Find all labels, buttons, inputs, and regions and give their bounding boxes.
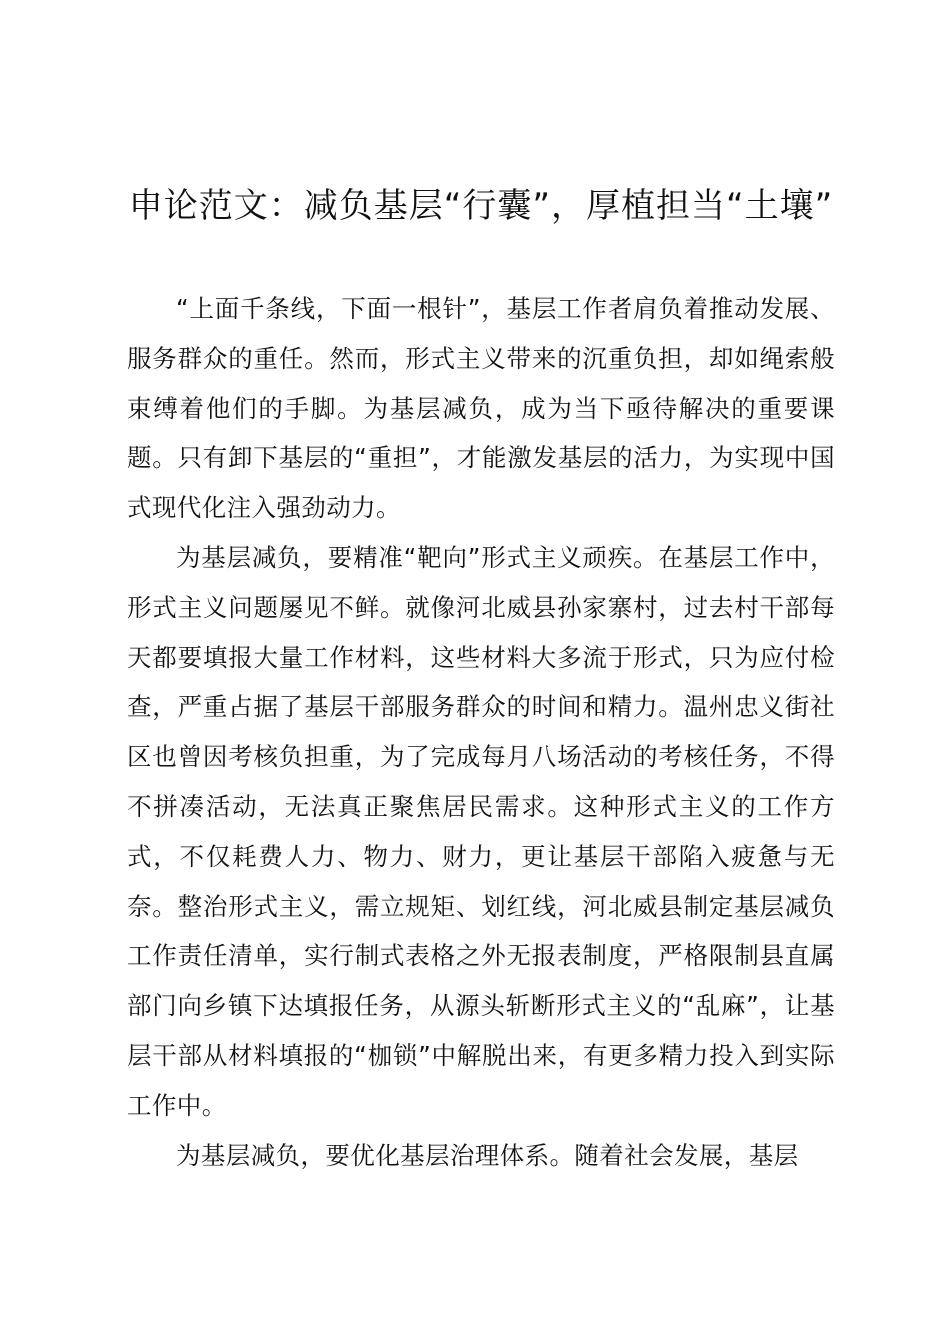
paragraph-1: “上面千条线，下面一根针”，基层工作者肩负着推动发展、服务群众的重任。然而，形式主义带来的沉重负担，却如绳索般束缚着他们的手脚。为基层减负，成为当下亟待解决的重要课题。只有卸下基层的“重担”，才能激发基层的活力，为实现中国式现代化注入强劲动力。 [127,294,835,523]
paragraph-3: 为基层减负，要优化基层治理体系。随着社会发展，基层 [176,1140,799,1170]
document-title: 申论范文：减负基层“行囊”，厚植担当“土壤” [128,186,834,226]
paragraph-2: 为基层减负，要精准“靶向”形式主义顽疾。在基层工作中，形式主义问题屡见不鲜。就像河北威县孙家寨村，过去村干部每天都要填报大量工作材料，这些材料大多流于形式，只为应付检查，严重占据了基层干部服务群众的时间和精力。温州忠义街社区也曾因考核负担重，为了完成每月八场活动的考核任务，不得不拼凑活动，无法真正聚焦居民需求。这种形式主义的工作方式，不仅耗费人力、物力、财力，更让基层干部陷入疲惫与无奈。整治形式主义，需立规矩、划红线，河北威县制定基层减负工作责任清单，实行制式表格之外无报表制度，严格限制县直属部门向乡镇下达填报任务，从源头斩断形式主义的“乱麻”，让基层干部从材料填报的“枷锁”中解脱出来，有更多精力投入到实际工作中。 [127,542,835,1120]
document-body [127,284,835,1180]
